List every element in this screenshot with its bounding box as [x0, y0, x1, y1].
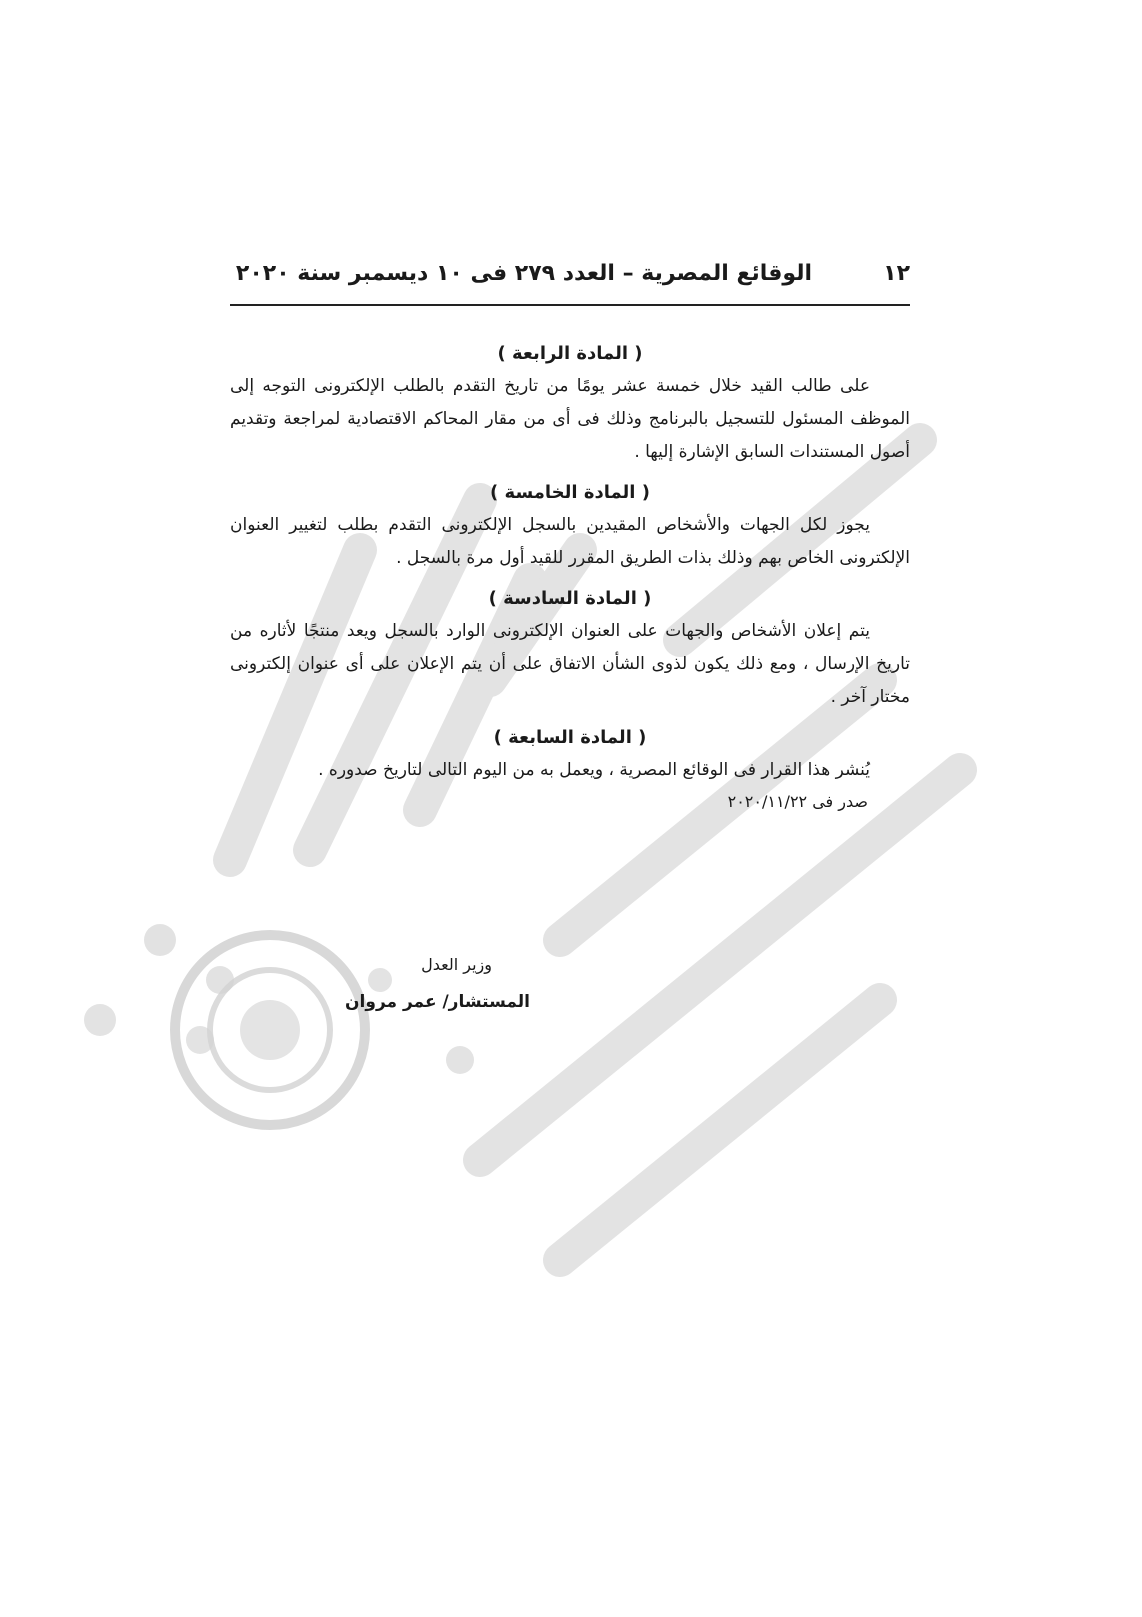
minister-name: المستشار/ عمر مروان — [345, 992, 530, 1012]
header-divider — [230, 304, 910, 306]
article-heading: ( المادة السابعة ) — [493, 727, 647, 748]
article-text: يتم إعلان الأشخاص والجهات على العنوان الإلكترونى الوارد بالسجل ويعد منتجًا لأثاره من تاريخ الإرسال ، ومع ذلك يكون لذوى الشأن الاتفاق على أن يتم الإعلان على أى عنوان إلكترونى مختار آخر . — [230, 621, 910, 707]
article-text: يجوز لكل الجهات والأشخاص المقيدين بالسجل الإلكترونى التقدم بطلب لتغيير العنوان الإلكترونى الخاص بهم وذلك بذات الطريق المقرر للقيد أول مرة بالسجل . — [230, 515, 910, 568]
article-text: يُنشر هذا القرار فى الوقائع المصرية ، ويعمل به من اليوم التالى لتاريخ صدوره . — [318, 760, 870, 780]
signature-block — [230, 950, 530, 1018]
running-header — [230, 255, 910, 299]
article-text: على طالب القيد خلال خمسة عشر يومًا من تاريخ التقدم بالطلب الإلكترونى التوجه إلى الموظف المسئول للتسجيل بالبرنامج وذلك فى أى من مقار المحاكم الاقتصادية لمراجعة وتقديم أصول المستندات السابق الإشارة إليها . — [230, 376, 910, 462]
minister-title: وزير العدل — [421, 955, 492, 974]
article-heading: ( المادة الخامسة ) — [490, 482, 650, 503]
article-heading: ( المادة الرابعة ) — [497, 343, 643, 364]
page-number: ١٢ — [883, 261, 910, 286]
running-title: الوقائع المصرية – العدد ٢٧٩ فى ١٠ ديسمبر سنة ٢٠٢٠ — [235, 261, 812, 286]
article-heading: ( المادة السادسة ) — [488, 588, 652, 609]
issued-date: صدر فى ٢٠٢٠/١١/٢٢ — [727, 792, 868, 811]
document-body — [230, 330, 910, 817]
